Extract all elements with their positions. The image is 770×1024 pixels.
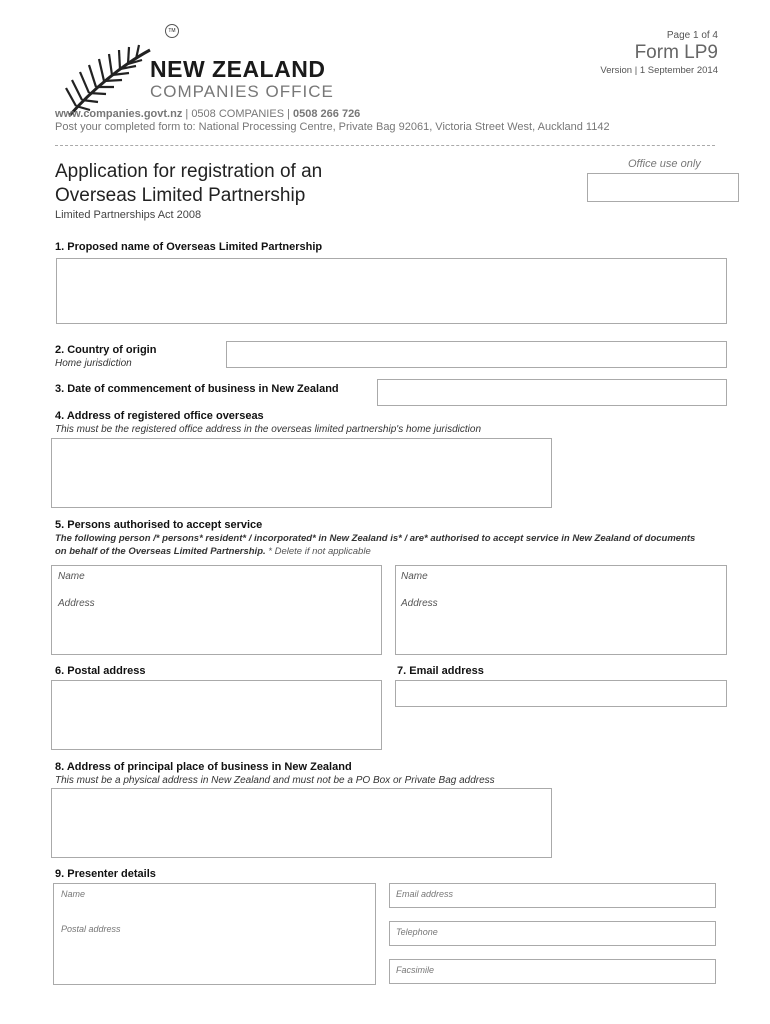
service-person-1-box[interactable] bbox=[51, 565, 382, 655]
presenter-fax-input[interactable] bbox=[389, 959, 716, 984]
presenter-postal-label: Postal address bbox=[61, 924, 121, 934]
country-of-origin-input[interactable] bbox=[226, 341, 727, 368]
presenter-email-label: Email address bbox=[396, 889, 454, 899]
form-name: Form LP9 bbox=[634, 42, 718, 63]
postal-address-input[interactable] bbox=[51, 680, 382, 750]
section-2-subtitle: Home jurisdiction bbox=[55, 358, 132, 369]
phone-number: 0508 266 726 bbox=[293, 108, 361, 120]
contact-line bbox=[55, 108, 360, 120]
service-person-2-address-label: Address bbox=[401, 598, 438, 609]
registered-office-address-input[interactable] bbox=[51, 438, 552, 508]
section-2-heading: 2. Country of origin bbox=[55, 344, 157, 356]
presenter-fax-label: Facsimile bbox=[396, 965, 435, 975]
section-5-subtitle-2a: on behalf of the Overseas Limited Partnership. bbox=[55, 546, 266, 557]
act-reference: Limited Partnerships Act 2008 bbox=[55, 209, 202, 221]
office-use-box[interactable] bbox=[587, 173, 739, 202]
email-address-input[interactable] bbox=[395, 680, 727, 707]
partnership-name-input[interactable] bbox=[56, 258, 727, 324]
service-person-1-name-label: Name bbox=[58, 571, 85, 582]
section-4-heading: 4. Address of registered office overseas bbox=[55, 410, 264, 422]
commencement-date-input[interactable] bbox=[377, 379, 727, 406]
presenter-box[interactable] bbox=[53, 883, 376, 985]
trademark-icon: TM bbox=[165, 24, 179, 38]
office-use-label: Office use only bbox=[628, 158, 701, 170]
section-8-heading: 8. Address of principal place of business in New Zealand bbox=[55, 761, 352, 773]
page-number: Page 1 of 4 bbox=[666, 30, 718, 41]
form-version: Version | 1 September 2014 bbox=[600, 65, 718, 76]
principal-place-address-input[interactable] bbox=[51, 788, 552, 858]
logo-title: NEW ZEALAND bbox=[150, 56, 326, 82]
delete-note: * Delete if not applicable bbox=[268, 546, 371, 557]
website-link[interactable]: www.companies.govt.nz bbox=[55, 108, 183, 120]
service-person-2-box[interactable] bbox=[395, 565, 727, 655]
section-5-subtitle-1: The following person /* persons* resident* / incorporated* in New Zealand is* / are* authorised to accept service in New Zealand of documents bbox=[55, 533, 696, 544]
title-line-1: Application for registration of an bbox=[55, 161, 323, 182]
page-title bbox=[55, 160, 415, 208]
section-8-subtitle: This must be a physical address in New Zealand and must not be a PO Box or Private Bag address bbox=[55, 775, 495, 786]
presenter-phone-input[interactable] bbox=[389, 921, 716, 946]
service-person-2-name-label: Name bbox=[401, 571, 428, 582]
section-5-heading: 5. Persons authorised to accept service bbox=[55, 519, 263, 531]
phone-text: | 0508 COMPANIES | bbox=[182, 108, 294, 120]
section-5-subtitle-2 bbox=[55, 546, 371, 557]
title-line-2: Overseas Limited Partnership bbox=[55, 185, 306, 206]
section-1-heading: 1. Proposed name of Overseas Limited Partnership bbox=[55, 241, 323, 253]
post-instructions: Post your completed form to: National Processing Centre, Private Bag 92061, Victoria Street West, Auckland 1142 bbox=[55, 121, 610, 133]
presenter-phone-label: Telephone bbox=[396, 927, 438, 937]
section-6-heading: 6. Postal address bbox=[55, 665, 146, 677]
service-person-1-address-label: Address bbox=[58, 598, 95, 609]
section-9-heading: 9. Presenter details bbox=[55, 868, 156, 880]
logo-subtitle: COMPANIES OFFICE bbox=[150, 82, 334, 101]
section-4-subtitle: This must be the registered office address in the overseas limited partnership's home jurisdiction bbox=[55, 424, 482, 435]
divider bbox=[55, 145, 715, 146]
section-7-heading: 7. Email address bbox=[397, 665, 484, 677]
presenter-name-label: Name bbox=[61, 889, 86, 899]
section-3-heading: 3. Date of commencement of business in New Zealand bbox=[55, 383, 339, 395]
